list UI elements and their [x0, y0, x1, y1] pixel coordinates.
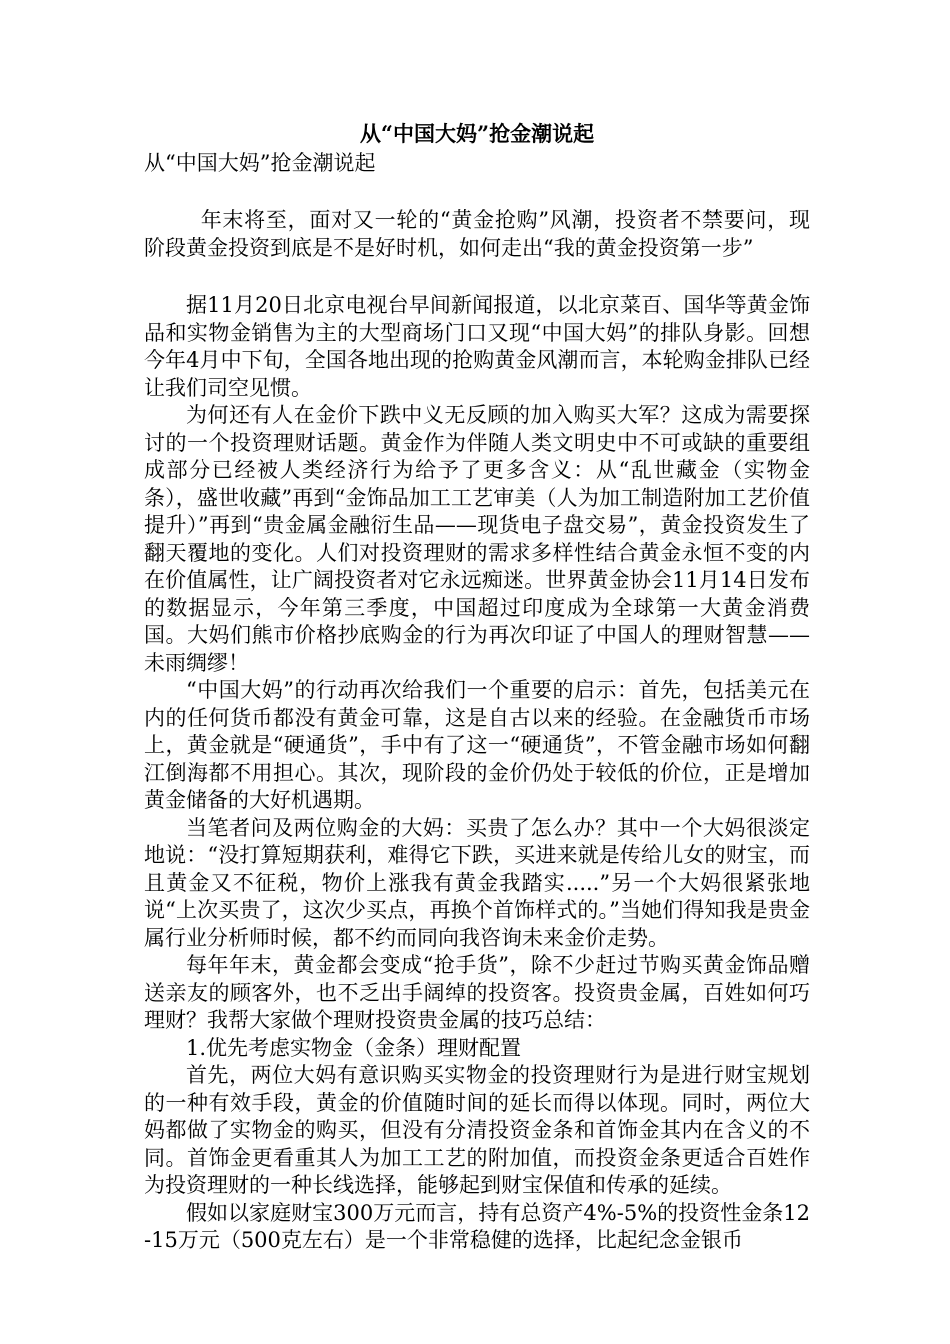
document-title: 从“中国大妈”抢金潮说起: [359, 121, 595, 146]
document-subtitle: 从“中国大妈”抢金潮说起: [144, 151, 376, 175]
body-paragraph: 当笔者问及两位购金的大妈：买贵了怎么办？其中一个大妈很淡定地说：“没打算短期获利，难得它下跌，买进来就是传给儿女的财宝，而且黄金又不征税，物价上涨我有黄金我踏实.....”另一个大妈很紧张地说“上次买贵了，这次少买点，再换个首饰样式的。”当她们得知我是贵金属行业分析师时候，都不约而同向我咨询未来金价走势。: [144, 815, 810, 950]
section-heading: 1.优先考虑实物金（金条）理财配置: [186, 1035, 522, 1060]
body-paragraph: 为何还有人在金价下跌中义无反顾的加入购买大军？这成为需要探讨的一个投资理财话题。黄金作为伴随人类文明史中不可或缺的重要组成部分已经被人类经济行为给予了更多含义：从“乱世藏金（实物金条），盛世收藏”再到“金饰品加工工艺审美（人为加工制造附加工艺价值提升）”再到“贵金属金融衍生品——现货电子盘交易”，黄金投资发生了翻天覆地的变化。人们对投资理财的需求多样性结合黄金永恒不变的内在价值属性，让广阔投资者对它永远痴迷。世界黄金协会11月14日发布的数据显示，今年第三季度，中国超过印度成为全球第一大黄金消费国。大妈们熊市价格抄底购金的行为再次印证了中国人的理财智慧——未雨绸缪！: [144, 403, 810, 675]
body-paragraph: 首先，两位大妈有意识购买实物金的投资理财行为是进行财宝规划的一种有效手段，黄金的价值随时间的延长而得以体现。同时，两位大妈都做了实物金的购买，但没有分清投资金条和首饰金其内在含义的不同。首饰金更看重其人为加工工艺的附加值，而投资金条更适合百姓作为投资理财的一种长线选择，能够起到财宝保值和传承的延续。: [144, 1063, 810, 1197]
body-paragraph: 假如以家庭财宝300万元而言，持有总资产4%-5%的投资性金条12-15万元（500克左右）是一个非常稳健的选择，比起纪念金银币: [144, 1200, 810, 1252]
blank-line: [144, 262, 810, 292]
intro-paragraph: 年末将至，面对又一轮的“黄金抢购”风潮，投资者不禁要问，现阶段黄金投资到底是不是好时机，如何走出“我的黄金投资第一步”: [144, 208, 810, 260]
body-paragraph: 据11月20日北京电视台早间新闻报道，以北京菜百、国华等黄金饰品和实物金销售为主的大型商场门口又现“中国大妈”的排队身影。回想今年4月中下旬，全国各地出现的抢购黄金风潮而言，本轮购金排队已经让我们司空见惯。: [144, 293, 810, 400]
document-page: [144, 118, 810, 1255]
blank-line: [144, 177, 810, 207]
body-paragraph: 每年年末，黄金都会变成“抢手货”，除不少赶过节购买黄金饰品赠送亲友的顾客外，也不乏出手阔绰的投资客。投资贵金属，百姓如何巧理财？我帮大家做个理财投资贵金属的技巧总结：: [144, 953, 810, 1032]
body-paragraph: “中国大妈”的行动再次给我们一个重要的启示：首先，包括美元在内的任何货币都没有黄金可靠，这是自古以来的经验。在金融货币市场上，黄金就是“硬通货”，手中有了这一“硬通货”，不管金融市场如何翻江倒海都不用担心。其次，现阶段的金价仍处于较低的价位，正是增加黄金储备的大好机遇期。: [144, 678, 810, 812]
